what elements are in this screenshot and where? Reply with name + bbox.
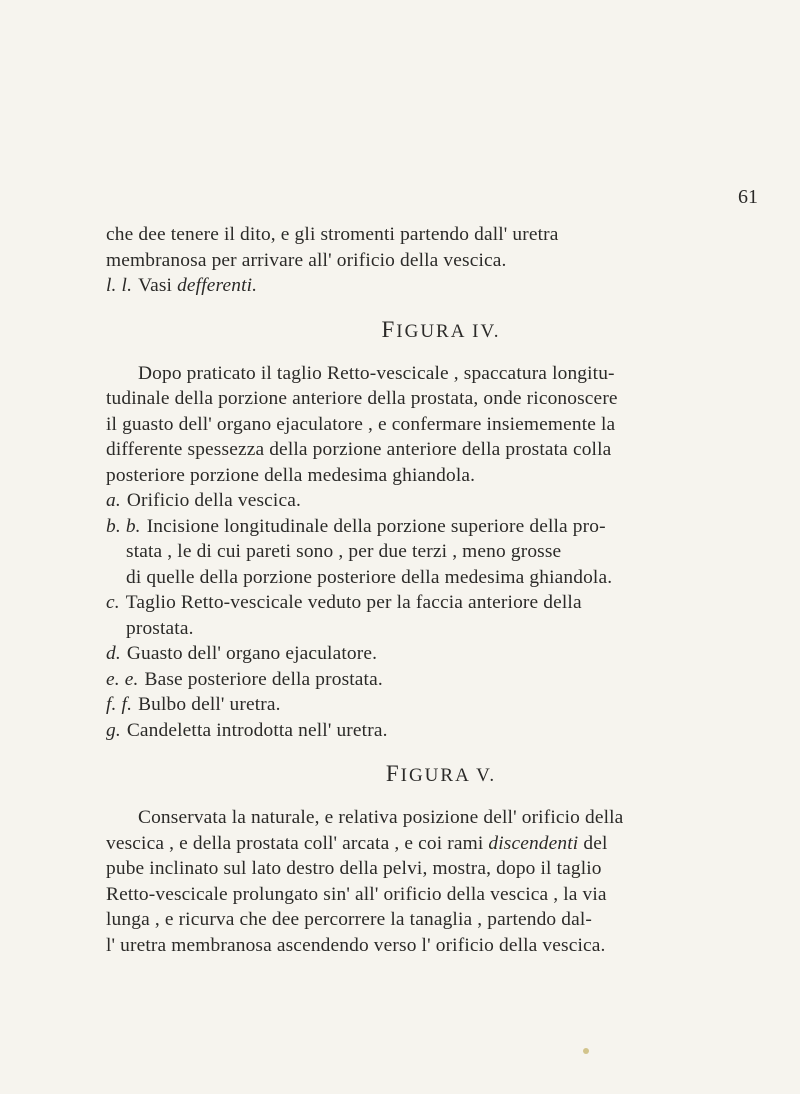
figure-4-heading — [106, 317, 766, 343]
figure-4-paragraph-line-3: il guasto dell' organo ejaculatore , e confermare insiememente la — [106, 413, 616, 435]
figure-5-line-2-text: vescica , e della prostata coll' arcata , e coi rami — [106, 832, 484, 854]
figure-4-heading-rest: IGURA IV. — [396, 320, 501, 342]
figure-5-heading — [106, 761, 766, 787]
figure-5-paragraph-line-2 — [106, 831, 766, 857]
figure-5-heading-rest: IGURA V. — [400, 765, 497, 786]
figure-4-paragraph-line-4: differente spessezza della porzione anteriore della prostata colla — [106, 439, 612, 460]
figure-4-paragraph-line-5: posteriore porzione della medesima ghiandola. — [106, 464, 476, 486]
legend-text-l: Vasi — [138, 275, 173, 296]
figure-5-line-2-end: del — [583, 832, 608, 854]
figure-5-paragraph-line-1: Conservata la naturale, e relativa posizione dell' orificio della — [138, 807, 624, 828]
legend-label-a: a. — [106, 490, 121, 511]
legend-text-b-3: di quelle della porzione posteriore della medesima ghiandola. — [126, 566, 613, 588]
legend-item-g — [106, 718, 766, 744]
legend-text-c-1: Taglio Retto-vescicale veduto per la faccia anteriore della — [125, 592, 582, 613]
legend-label-d: d. — [106, 643, 121, 664]
legend-item-b — [106, 514, 766, 540]
legend-label-l: l. l. — [106, 275, 133, 296]
legend-item-f — [106, 692, 766, 718]
figure-5-paragraph-line-5: lunga , e ricurva che dee percorrere la tanaglia , partendo dal- — [106, 909, 593, 930]
figure-5-paragraph-line-6: l' uretra membranosa ascendendo verso l' orificio della vescica. — [106, 934, 606, 956]
intro-line-2: membranosa per arrivare all' orificio della vescica. — [106, 249, 507, 271]
legend-item-c — [106, 590, 766, 616]
figure-4-paragraph-line-1: Dopo praticato il taglio Retto-vescicale , spaccatura longitu- — [138, 362, 615, 384]
intro-line-1: che dee tenere il dito, e gli stromenti partendo dall' uretra — [106, 224, 559, 245]
legend-item-d — [106, 641, 766, 667]
legend-label-c: c. — [106, 592, 120, 613]
legend-item-e — [106, 667, 766, 693]
legend-label-g: g. — [106, 719, 121, 741]
legend-text-b-1: Incisione longitudinale della porzione superiore della pro- — [146, 515, 606, 537]
legend-text-f: Bulbo dell' uretra. — [138, 694, 281, 715]
legend-item-l — [106, 273, 766, 299]
legend-label-b: b. b. — [106, 515, 141, 537]
legend-text-b-2: stata , le di cui pareti sono , per due terzi , meno grosse — [126, 541, 562, 562]
paper-stain — [583, 1048, 589, 1054]
legend-item-a — [106, 488, 766, 514]
legend-text-a: Orificio della vescica. — [126, 490, 301, 511]
legend-text-e: Base posteriore della prostata. — [144, 668, 383, 690]
legend-text-l-italic: defferenti. — [177, 275, 258, 296]
figure-4-heading-cap: F — [381, 316, 397, 342]
figure-5-heading-cap: F — [385, 761, 401, 786]
figure-5-paragraph-line-4: Retto-vescicale prolungato sin' all' orificio della vescica , la via — [106, 883, 607, 905]
figure-5-paragraph-line-3: pube inclinato sul lato destro della pelvi, mostra, dopo il taglio — [106, 858, 602, 879]
legend-text-d: Guasto dell' organo ejaculatore. — [126, 643, 378, 664]
figure-5-line-2-italic: discendenti — [488, 832, 579, 854]
figure-4-paragraph-line-2: tudinale della porzione anteriore della prostata, onde riconoscere — [106, 388, 618, 409]
legend-text-c-2: prostata. — [126, 617, 194, 639]
page-number: 61 — [738, 186, 758, 208]
legend-text-g: Candeletta introdotta nell' uretra. — [126, 719, 388, 741]
legend-label-f: f. f. — [106, 694, 133, 715]
legend-label-e: e. e. — [106, 668, 139, 690]
text-body — [106, 222, 766, 958]
